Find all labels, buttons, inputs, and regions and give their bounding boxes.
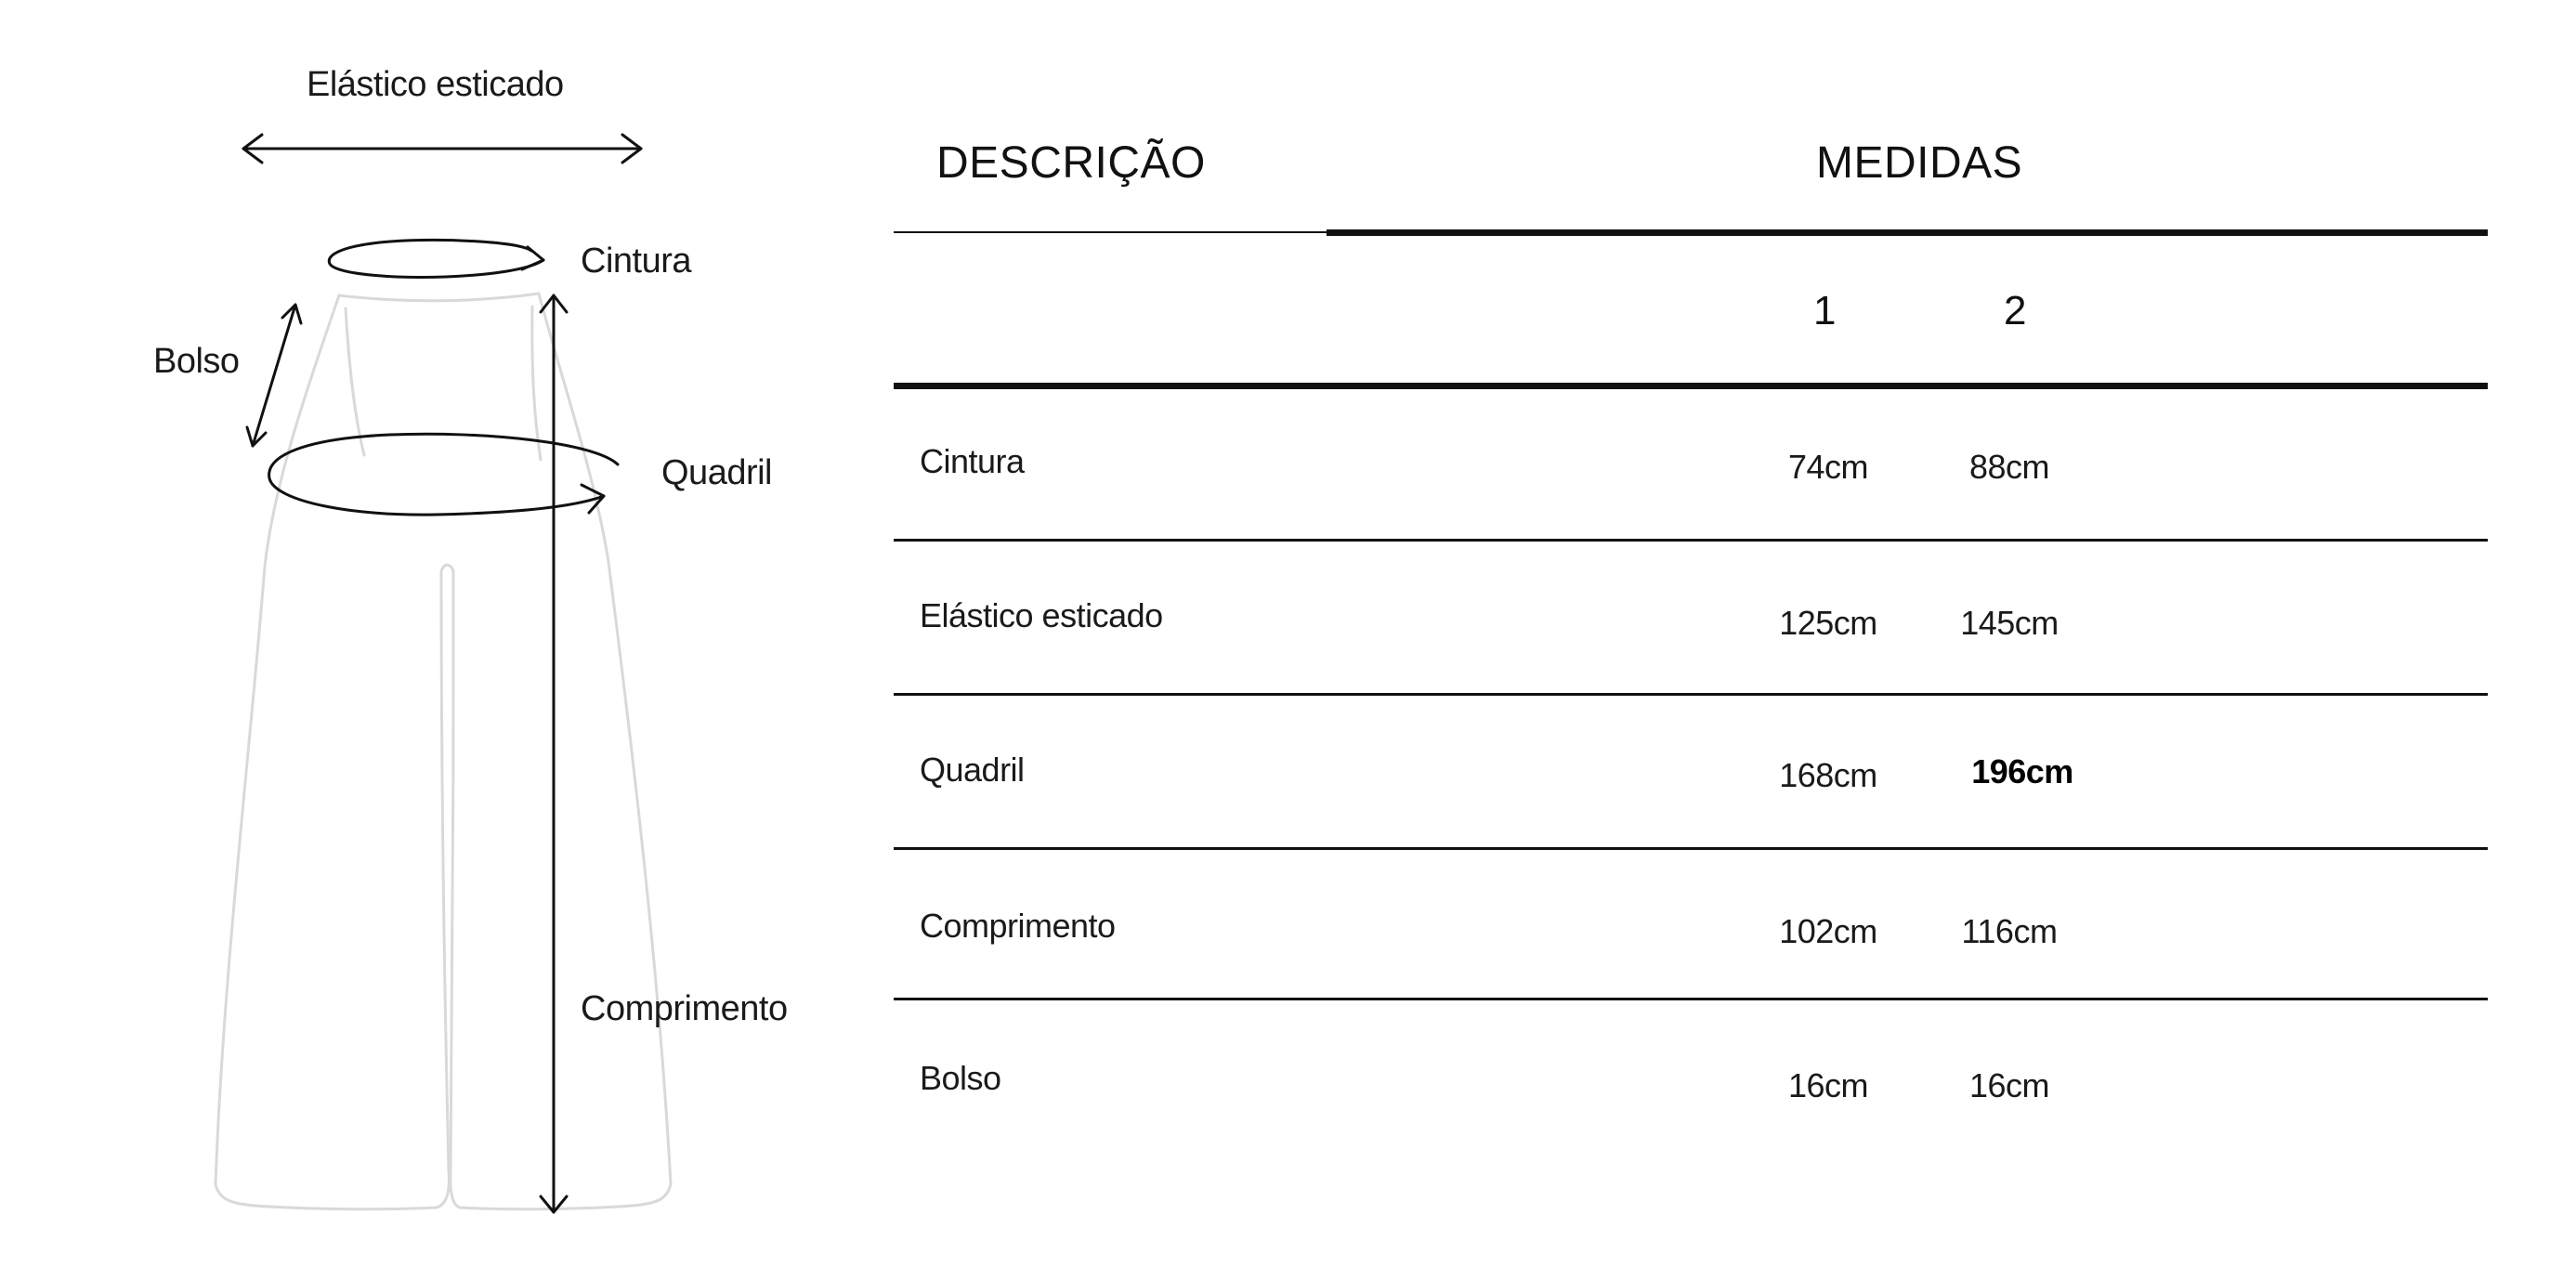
pants-outer-left (216, 295, 449, 1209)
hip-ellipse (269, 434, 618, 515)
value-quadril-size2: 196cm (1971, 752, 2073, 790)
header-descricao: DESCRIÇÃO (936, 138, 1206, 188)
value-cintura-size2: 88cm (1968, 448, 2050, 486)
value-cintura-size1: 74cm (1787, 448, 1869, 486)
row-divider (894, 539, 2488, 542)
pants-outer-right (451, 294, 671, 1209)
elastic-stretch-arrow (243, 135, 641, 163)
row-label-bolso: Bolso (920, 1059, 1001, 1097)
sizes-rule-thick (894, 383, 2488, 389)
size-col-2: 2 (2004, 288, 2027, 333)
row-divider (894, 693, 2488, 696)
label-comprimento-diagram: Comprimento (581, 989, 788, 1028)
value-bolso-size2: 16cm (1968, 1066, 2050, 1104)
header-rule-thick (1327, 229, 2488, 236)
value-quadril-size1: 168cm (1779, 756, 1877, 794)
row-label-quadril: Quadril (920, 751, 1025, 789)
value-comprimento-size1: 102cm (1779, 912, 1877, 950)
waist-ellipse (329, 240, 543, 277)
label-elastico-esticado: Elástico esticado (307, 65, 564, 104)
label-cintura-diagram: Cintura (581, 242, 691, 281)
value-elastico-size1: 125cm (1779, 604, 1877, 642)
length-arrow (541, 295, 567, 1212)
value-comprimento-size2: 116cm (1961, 912, 2058, 950)
row-divider (894, 998, 2488, 1000)
row-label-elastico: Elástico esticado (920, 596, 1163, 634)
pocket-left (346, 308, 364, 455)
pants-waistband (339, 294, 539, 301)
value-elastico-size2: 145cm (1960, 604, 2059, 642)
pocket-right (532, 307, 541, 460)
label-bolso-diagram: Bolso (153, 342, 240, 381)
size-col-1: 1 (1813, 288, 1837, 333)
header-medidas: MEDIDAS (1816, 138, 2023, 188)
row-label-cintura: Cintura (920, 442, 1025, 480)
pants-crotch (441, 565, 453, 571)
pants-outline (216, 294, 671, 1209)
row-divider (894, 847, 2488, 850)
pocket-arrow (247, 305, 301, 446)
header-rule-thin (894, 231, 1328, 233)
row-label-comprimento: Comprimento (920, 907, 1116, 945)
value-bolso-size1: 16cm (1787, 1066, 1869, 1104)
label-quadril-diagram: Quadril (661, 453, 772, 492)
pants-diagram (0, 0, 836, 1267)
